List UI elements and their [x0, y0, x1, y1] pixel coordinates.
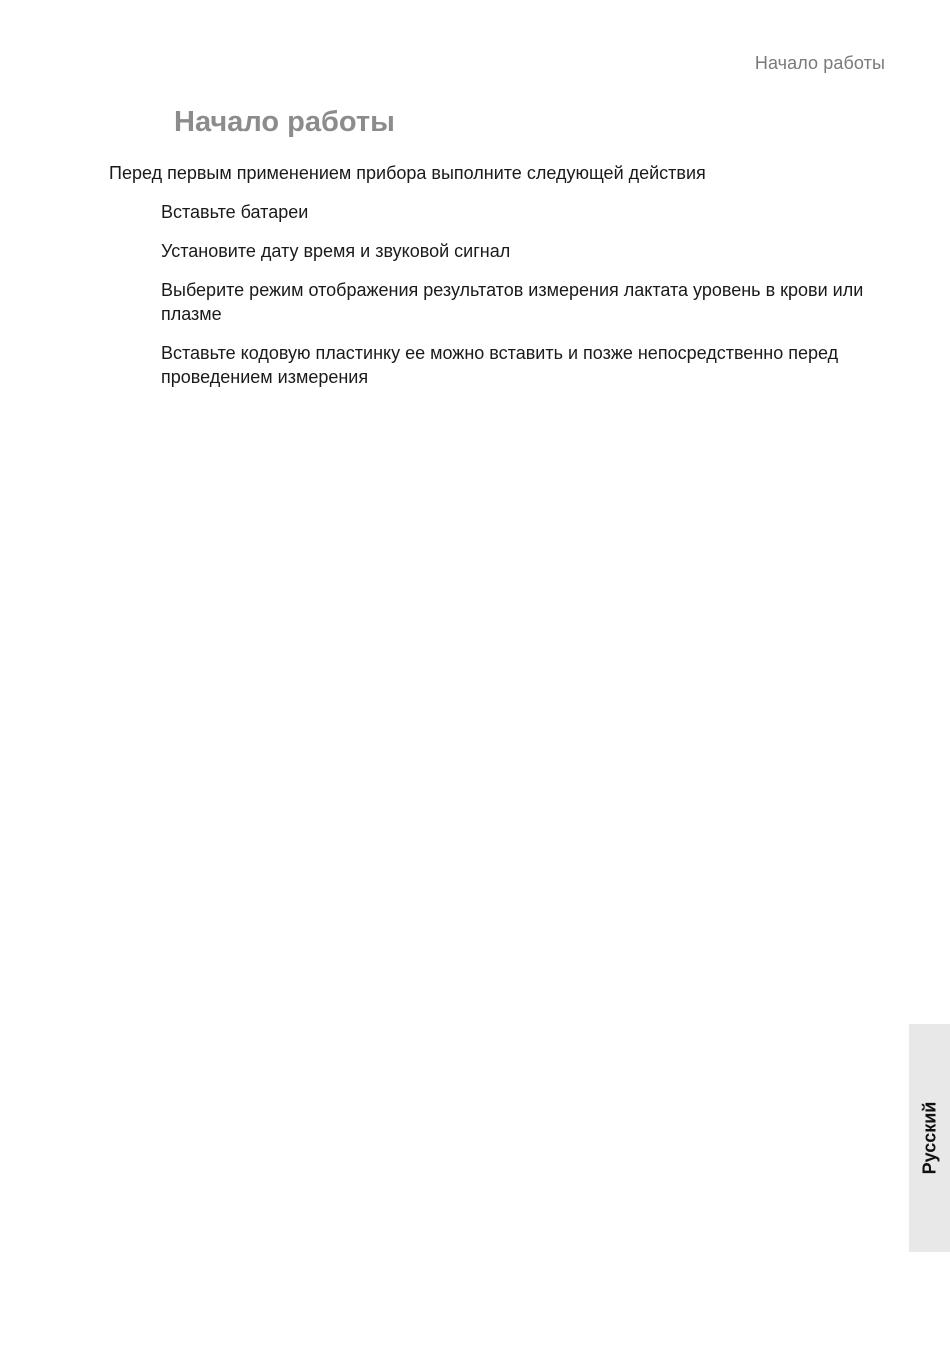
step-item: Вставьте батареи: [161, 202, 309, 222]
steps-list: [161, 200, 881, 404]
step-item: Выберите режим отображения результатов измерения лактата уровень в крови или плазме: [161, 280, 864, 324]
step-item: Установите дату время и звуковой сигнал: [161, 241, 511, 261]
step-item: Вставьте кодовую пластинку ее можно вставить и позже непосредственно перед проведением измерения: [161, 343, 839, 387]
intro-paragraph: Перед первым применением прибора выполните следующей действия: [109, 163, 706, 183]
language-tab: [909, 1024, 950, 1252]
running-header: Начало работы: [754, 53, 885, 73]
section-title: Начало работы: [174, 106, 395, 138]
language-tab-label: Русский: [919, 1101, 939, 1175]
